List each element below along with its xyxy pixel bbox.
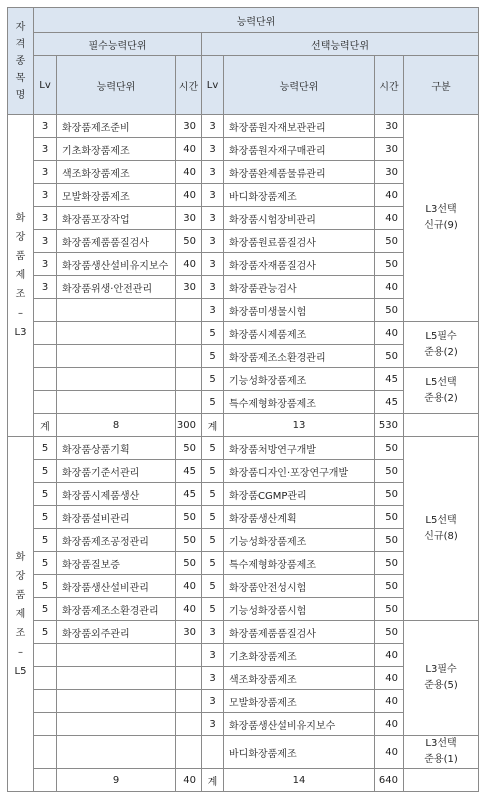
total-label-elective: 계	[202, 769, 224, 792]
required-unit-name	[57, 368, 176, 391]
elective-time: 40	[375, 736, 404, 769]
qual-header-char: 명	[15, 89, 26, 101]
elective-lv: 3	[202, 115, 224, 138]
required-lv: 5	[34, 552, 57, 575]
elective-lv: 5	[202, 506, 224, 529]
qual-name-char: 장	[15, 570, 26, 582]
elective-lv: 5	[202, 345, 224, 368]
required-time: 50	[176, 506, 202, 529]
required-lv: 5	[34, 529, 57, 552]
required-time	[176, 322, 202, 345]
elective-time: 50	[375, 299, 404, 322]
elective-time: 50	[375, 437, 404, 460]
elective-time: 50	[375, 529, 404, 552]
qual-name-char: 품	[15, 589, 26, 601]
elective-time: 50	[375, 460, 404, 483]
required-time: 40	[176, 161, 202, 184]
category-group-line: 준용(1)	[424, 754, 458, 765]
category-group-line: L3필수	[425, 664, 457, 675]
elective-total-time: 530	[375, 414, 404, 437]
req-unit-header: 능력단위	[57, 56, 176, 115]
required-lv: 3	[34, 184, 57, 207]
elective-time: 40	[375, 667, 404, 690]
elective-lv: 5	[202, 598, 224, 621]
category-group	[404, 322, 479, 368]
required-lv: 5	[34, 437, 57, 460]
total-row	[8, 414, 479, 437]
required-unit-name: 화장품제조준비	[57, 115, 176, 138]
qual-name-char: 화	[15, 213, 26, 224]
category-group-line: 준용(2)	[424, 392, 458, 404]
elective-lv: 5	[202, 437, 224, 460]
required-lv	[34, 644, 57, 667]
elective-lv: 3	[202, 230, 224, 253]
elective-time: 40	[375, 690, 404, 713]
table-row	[8, 437, 479, 460]
elective-unit-name: 화장품시험장비관리	[224, 207, 375, 230]
elective-count: 14	[224, 769, 375, 792]
elective-time: 45	[375, 368, 404, 391]
elective-time: 30	[375, 138, 404, 161]
table-row	[8, 115, 479, 138]
category-header: 구분	[404, 56, 479, 115]
elective-time: 30	[375, 115, 404, 138]
category-group-line: L5선택	[425, 514, 457, 526]
required-lv	[34, 690, 57, 713]
elective-lv	[202, 736, 224, 769]
qual-header-char: 종	[15, 55, 26, 67]
required-count: 8	[57, 414, 176, 437]
elective-time: 45	[375, 391, 404, 414]
required-total-time: 300	[176, 414, 202, 437]
elective-unit-name: 화장품관능검사	[224, 276, 375, 299]
elective-lv: 3	[202, 713, 224, 736]
elective-time: 50	[375, 483, 404, 506]
elective-lv: 5	[202, 391, 224, 414]
qual-name-char: 제	[15, 608, 26, 620]
elective-unit-name: 화장품원자재보관관리	[224, 115, 375, 138]
total-category-blank	[404, 414, 479, 437]
table-row	[8, 621, 479, 644]
required-count: 9	[57, 769, 176, 792]
elective-time: 50	[375, 552, 404, 575]
required-time	[176, 391, 202, 414]
elective-lv: 3	[202, 276, 224, 299]
required-unit-name	[57, 322, 176, 345]
ability-unit-header: 능력단위	[34, 8, 479, 33]
required-time: 30	[176, 276, 202, 299]
elective-unit-name: 화장품제조소환경관리	[224, 345, 375, 368]
required-unit-name: 화장품시제품생산	[57, 483, 176, 506]
required-lv	[34, 368, 57, 391]
required-unit-name: 화장품상품기획	[57, 437, 176, 460]
required-unit-name: 화장품설비관리	[57, 506, 176, 529]
elective-time: 50	[375, 230, 404, 253]
elective-unit-name: 화장품원료품질검사	[224, 230, 375, 253]
elective-unit-name: 화장품처방연구개발	[224, 437, 375, 460]
category-group-line: L5선택	[425, 376, 457, 388]
elective-count: 13	[224, 414, 375, 437]
elective-time: 50	[375, 506, 404, 529]
category-group-line: 준용(5)	[424, 680, 458, 691]
required-lv	[34, 713, 57, 736]
category-group	[404, 368, 479, 414]
required-time: 30	[176, 115, 202, 138]
required-time	[176, 713, 202, 736]
required-time	[176, 368, 202, 391]
required-time: 45	[176, 483, 202, 506]
required-time: 30	[176, 207, 202, 230]
category-group-line: L3선택	[425, 204, 457, 215]
category-group	[404, 115, 479, 322]
elective-lv: 3	[202, 667, 224, 690]
required-lv: 3	[34, 207, 57, 230]
elective-unit-name: 모발화장품제조	[224, 690, 375, 713]
qualification-name	[8, 437, 34, 792]
elective-time: 40	[375, 322, 404, 345]
required-unit-name: 기초화장품제조	[57, 138, 176, 161]
required-time: 50	[176, 529, 202, 552]
required-time: 50	[176, 437, 202, 460]
required-time: 50	[176, 552, 202, 575]
required-unit-header: 필수능력단위	[34, 33, 202, 56]
qual-name-char: L5	[14, 665, 27, 677]
qual-name-char: 조	[15, 289, 26, 300]
qual-name-char: 장	[15, 232, 26, 243]
elective-time: 50	[375, 253, 404, 276]
elective-unit-name: 특수제형화장품제조	[224, 552, 375, 575]
elective-unit-name: 화장품생산설비유지보수	[224, 713, 375, 736]
category-group	[404, 736, 479, 769]
required-time	[176, 690, 202, 713]
elective-unit-name: 화장품안전성시험	[224, 575, 375, 598]
required-lv: 5	[34, 575, 57, 598]
elective-unit-name: 기능성화장품제조	[224, 368, 375, 391]
qual-name-char: –	[18, 308, 23, 319]
el-time-header: 시간	[375, 56, 404, 115]
elective-unit-name: 화장품생산계획	[224, 506, 375, 529]
required-time: 50	[176, 230, 202, 253]
elective-time: 50	[375, 345, 404, 368]
total-label-elective: 계	[202, 414, 224, 437]
required-unit-name: 화장품생산설비관리	[57, 575, 176, 598]
elective-lv: 3	[202, 253, 224, 276]
required-unit-name: 화장품포장작업	[57, 207, 176, 230]
required-time	[176, 299, 202, 322]
qual-name-char: 제	[15, 270, 26, 281]
required-lv: 3	[34, 138, 57, 161]
el-lv-header: Lv	[202, 56, 224, 115]
elective-unit-name: 화장품자재품질검사	[224, 253, 375, 276]
elective-lv: 5	[202, 575, 224, 598]
el-unit-header: 능력단위	[224, 56, 375, 115]
qual-name-char: –	[18, 646, 23, 658]
qual-name-char: 조	[15, 627, 26, 639]
elective-lv: 5	[202, 322, 224, 345]
required-lv	[34, 736, 57, 769]
required-unit-name: 화장품제조공정관리	[57, 529, 176, 552]
elective-lv: 3	[202, 299, 224, 322]
req-time-header: 시간	[176, 56, 202, 115]
required-unit-name: 모발화장품제조	[57, 184, 176, 207]
elective-time: 40	[375, 207, 404, 230]
required-lv: 5	[34, 506, 57, 529]
required-lv: 5	[34, 598, 57, 621]
required-lv	[34, 667, 57, 690]
required-lv	[34, 299, 57, 322]
elective-lv: 3	[202, 138, 224, 161]
required-time	[176, 345, 202, 368]
total-label: 계	[34, 414, 57, 437]
category-group-line: 신규(8)	[424, 530, 458, 542]
required-unit-name	[57, 736, 176, 769]
elective-total-time: 640	[375, 769, 404, 792]
category-group-line: 준용(2)	[424, 346, 458, 358]
required-lv: 5	[34, 483, 57, 506]
qual-header-char: 격	[15, 38, 26, 50]
required-unit-name: 화장품생산설비유지보수	[57, 253, 176, 276]
category-group-line: L3선택	[425, 738, 457, 749]
elective-unit-name: 화장품디자인·포장연구개발	[224, 460, 375, 483]
qual-name-char: 화	[15, 551, 26, 563]
required-lv	[34, 322, 57, 345]
required-lv: 3	[34, 253, 57, 276]
elective-unit-name: 화장품완제품물류관리	[224, 161, 375, 184]
total-row	[8, 769, 479, 792]
elective-unit-name: 화장품제품품질검사	[224, 621, 375, 644]
qual-header-char: 자	[15, 21, 26, 33]
qual-header-char: 목	[15, 72, 26, 84]
elective-lv: 3	[202, 621, 224, 644]
required-unit-name: 화장품제조소환경관리	[57, 598, 176, 621]
required-time: 40	[176, 138, 202, 161]
elective-lv: 5	[202, 368, 224, 391]
required-total-time: 40	[176, 769, 202, 792]
required-time	[176, 667, 202, 690]
required-lv: 5	[34, 621, 57, 644]
elective-time: 40	[375, 644, 404, 667]
elective-lv: 5	[202, 529, 224, 552]
elective-lv: 3	[202, 184, 224, 207]
required-lv: 3	[34, 230, 57, 253]
qualification-name	[8, 115, 34, 437]
required-unit-name	[57, 713, 176, 736]
elective-lv: 5	[202, 552, 224, 575]
elective-unit-name: 기능성화장품시험	[224, 598, 375, 621]
elective-unit-name: 바디화장품제조	[224, 736, 375, 769]
required-lv: 3	[34, 161, 57, 184]
required-lv	[34, 345, 57, 368]
required-time: 40	[176, 575, 202, 598]
elective-time: 40	[375, 184, 404, 207]
elective-unit-name: 바디화장품제조	[224, 184, 375, 207]
qual-name-char: L3	[14, 327, 27, 338]
required-lv: 3	[34, 276, 57, 299]
required-unit-name: 화장품기준서관리	[57, 460, 176, 483]
required-unit-name	[57, 345, 176, 368]
table-row	[8, 736, 479, 769]
qual-name-char: 품	[15, 251, 26, 262]
table-row	[8, 368, 479, 391]
required-time	[176, 736, 202, 769]
elective-unit-name: 기능성화장품제조	[224, 529, 375, 552]
elective-time: 50	[375, 598, 404, 621]
required-unit-name: 화장품제품품질검사	[57, 230, 176, 253]
required-time: 40	[176, 598, 202, 621]
required-unit-name	[57, 299, 176, 322]
elective-unit-header: 선택능력단위	[202, 33, 479, 56]
elective-unit-name: 화장품원자재구매관리	[224, 138, 375, 161]
total-category-blank	[404, 769, 479, 792]
elective-unit-name: 화장품시제품제조	[224, 322, 375, 345]
category-group	[404, 621, 479, 736]
total-label	[34, 769, 57, 792]
required-time	[176, 644, 202, 667]
elective-unit-name: 색조화장품제조	[224, 667, 375, 690]
required-unit-name	[57, 690, 176, 713]
required-unit-name: 화장품질보증	[57, 552, 176, 575]
elective-unit-name: 화장품미생물시험	[224, 299, 375, 322]
elective-time: 50	[375, 575, 404, 598]
required-unit-name: 화장품위생·안전관리	[57, 276, 176, 299]
required-time: 40	[176, 184, 202, 207]
elective-lv: 3	[202, 690, 224, 713]
elective-lv: 3	[202, 161, 224, 184]
required-unit-name	[57, 644, 176, 667]
ability-unit-table	[7, 7, 479, 792]
required-lv	[34, 391, 57, 414]
required-time: 40	[176, 253, 202, 276]
category-group-line: L5필수	[425, 330, 457, 342]
elective-lv: 5	[202, 460, 224, 483]
required-unit-name	[57, 391, 176, 414]
required-lv: 3	[34, 115, 57, 138]
category-group-line: 신규(9)	[424, 220, 458, 231]
elective-unit-name: 기초화장품제조	[224, 644, 375, 667]
elective-unit-name: 특수제형화장품제조	[224, 391, 375, 414]
required-lv: 5	[34, 460, 57, 483]
elective-time: 40	[375, 276, 404, 299]
elective-time: 50	[375, 621, 404, 644]
category-group	[404, 437, 479, 621]
req-lv-header: Lv	[34, 56, 57, 115]
elective-lv: 3	[202, 644, 224, 667]
elective-unit-name: 화장품CGMP관리	[224, 483, 375, 506]
required-unit-name: 화장품외주관리	[57, 621, 176, 644]
qualification-name-header	[8, 8, 34, 115]
required-time: 45	[176, 460, 202, 483]
elective-time: 40	[375, 713, 404, 736]
elective-lv: 5	[202, 483, 224, 506]
required-unit-name	[57, 667, 176, 690]
table-row	[8, 322, 479, 345]
required-unit-name: 색조화장품제조	[57, 161, 176, 184]
required-time: 30	[176, 621, 202, 644]
elective-lv: 3	[202, 207, 224, 230]
elective-time: 30	[375, 161, 404, 184]
